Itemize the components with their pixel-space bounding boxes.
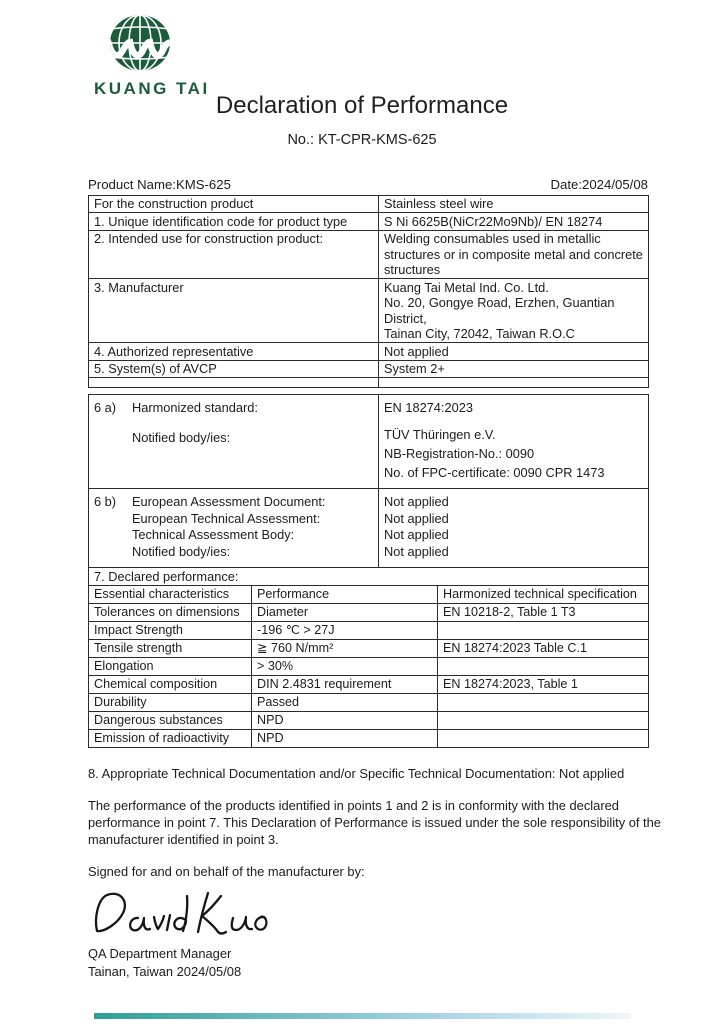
column-header: Harmonized technical specification [438,586,649,604]
manufacturer-line: Kuang Tai Metal Ind. Co. Ltd. [384,279,549,295]
perf-cell: Chemical composition [89,676,252,694]
section-6a-values [379,395,649,489]
signer-place-date: Tainan, Taiwan 2024/05/08 [88,963,242,979]
perf-cell: EN 18274:2023, Table 1 [438,676,649,694]
info-value: Stainless steel wire [379,195,649,213]
info-value: Not applied [379,343,649,361]
assessment-label: European Assessment Document: [132,494,326,509]
perf-cell: Passed [252,694,438,712]
perf-row [89,676,649,694]
product-name: Product Name:KMS-625 [88,177,231,192]
section-6b-label-list [132,494,325,560]
perf-cell: > 30% [252,658,438,676]
perf-row [89,604,649,622]
perf-cell: Elongation [89,658,252,676]
info-label: 5. System(s) of AVCP [89,360,379,378]
perf-row [89,730,649,748]
assessment-label: Notified body/ies: [132,543,231,559]
section-6a-labels [89,395,379,489]
empty-cell [89,378,379,388]
assessment-value: Not applied [384,527,449,542]
perf-cell [438,730,649,748]
perf-cell: EN 10218-2, Table 1 T3 [438,604,649,622]
section-6b-prefix: 6 b) [94,494,117,509]
table-row [89,360,649,378]
perf-header-row [89,586,649,604]
info-value: Welding consumables used in metallic structures or in composite metal and concrete structures [379,230,649,279]
footer-accent-bar [94,1013,631,1019]
perf-row [89,712,649,730]
perf-cell: Diameter [252,604,438,622]
perf-cell: NPD [252,730,438,748]
perf-cell: Dangerous substances [89,712,252,730]
assessment-value: Not applied [384,510,449,526]
section-8-text: 8. Appropriate Technical Documentation and/or Specific Technical Documentation: Not applied [88,766,625,781]
info-label: For the construction product [89,195,379,213]
manufacturer-line: Tainan City, 72042, Taiwan R.O.C [384,326,575,341]
section-7-title: 7. Declared performance: [89,568,649,586]
assessment-label: European Technical Assessment: [132,510,321,526]
signer-info [88,945,648,980]
assessment-label: Technical Assessment Body: [132,527,295,542]
section-7-title-row [89,568,649,586]
column-header: Performance [252,586,438,604]
section-6a-row [89,395,649,489]
table-row [89,195,649,213]
harmonized-standard-label: Harmonized standard: [132,400,258,415]
company-logo [94,12,210,99]
perf-cell: -196 ℃ > 27J [252,622,438,640]
perf-cell: NPD [252,712,438,730]
signature-image [90,886,272,940]
info-value: S Ni 6625B(NiCr22Mo9Nb)/ EN 18274 [379,213,649,231]
declared-performance-table [88,567,649,748]
meta-row [88,177,648,193]
perf-row [89,622,649,640]
notified-body-value: No. of FPC-certificate: 0090 CPR 1473 [384,465,605,480]
empty-spacer-row [89,378,649,388]
section-6b-row [89,489,649,568]
info-value: System 2+ [379,360,649,378]
signer-role: QA Department Manager [88,946,232,961]
assessment-value: Not applied [384,494,449,509]
perf-cell: Impact Strength [89,622,252,640]
section-6b-labels [89,489,379,568]
perf-cell: Durability [89,694,252,712]
signed-line: Signed for and on behalf of the manufacturer by: [88,863,365,879]
globe-w-icon [102,12,178,76]
perf-cell [438,712,649,730]
notified-body-value: NB-Registration-No.: 0090 [384,446,535,461]
document-date: Date:2024/05/08 [550,177,648,192]
perf-cell: Tolerances on dimensions [89,604,252,622]
brand-name: KUANG TAI [94,79,210,98]
page-title: Declaration of Performance [215,92,509,119]
manufacturer-line: No. 20, Gongye Road, Erzhen, Guantian District, [384,295,615,326]
perf-cell [438,694,649,712]
perf-cell: DIN 2.4831 requirement [252,676,438,694]
conformity-paragraph: The performance of the products identified in points 1 and 2 is in conformity with the declared performance in point 7. This Declaration of Performance is issued under the sole responsibility of the manufacturer identified in point 3. [88,797,661,847]
perf-cell: EN 18274:2023 Table C.1 [438,640,649,658]
perf-row [89,694,649,712]
info-label: 2. Intended use for construction product: [89,230,379,279]
section-6a-prefix: 6 a) [94,400,117,415]
perf-cell: Emission of radioactivity [89,730,252,748]
column-header: Essential characteristics [89,586,252,604]
assessment-value: Not applied [384,543,449,559]
info-label: 4. Authorized representative [89,343,379,361]
perf-cell: Tensile strength [89,640,252,658]
table-row [89,279,649,343]
perf-cell: ≧ 760 N/mm² [252,640,438,658]
perf-cell [438,658,649,676]
info-value [379,279,649,343]
document-number: No.: KT-CPR-KMS-625 [287,132,437,148]
document-body [88,177,661,980]
table-row [89,230,649,279]
perf-row [89,640,649,658]
section-6b-values [379,489,649,568]
standards-table [88,394,649,568]
label-line [94,494,373,560]
label-line [94,400,373,416]
notified-body-value: TÜV Thüringen e.V. [384,427,496,442]
info-label: 1. Unique identification code for product type [89,213,379,231]
product-info-table [88,195,649,389]
harmonized-standard-value: EN 18274:2023 [384,400,473,415]
empty-cell [379,378,649,388]
notified-body-label: Notified body/ies: [132,430,231,445]
perf-row [89,658,649,676]
table-row [89,343,649,361]
table-row [89,213,649,231]
perf-cell [438,622,649,640]
info-label: 3. Manufacturer [89,279,379,343]
